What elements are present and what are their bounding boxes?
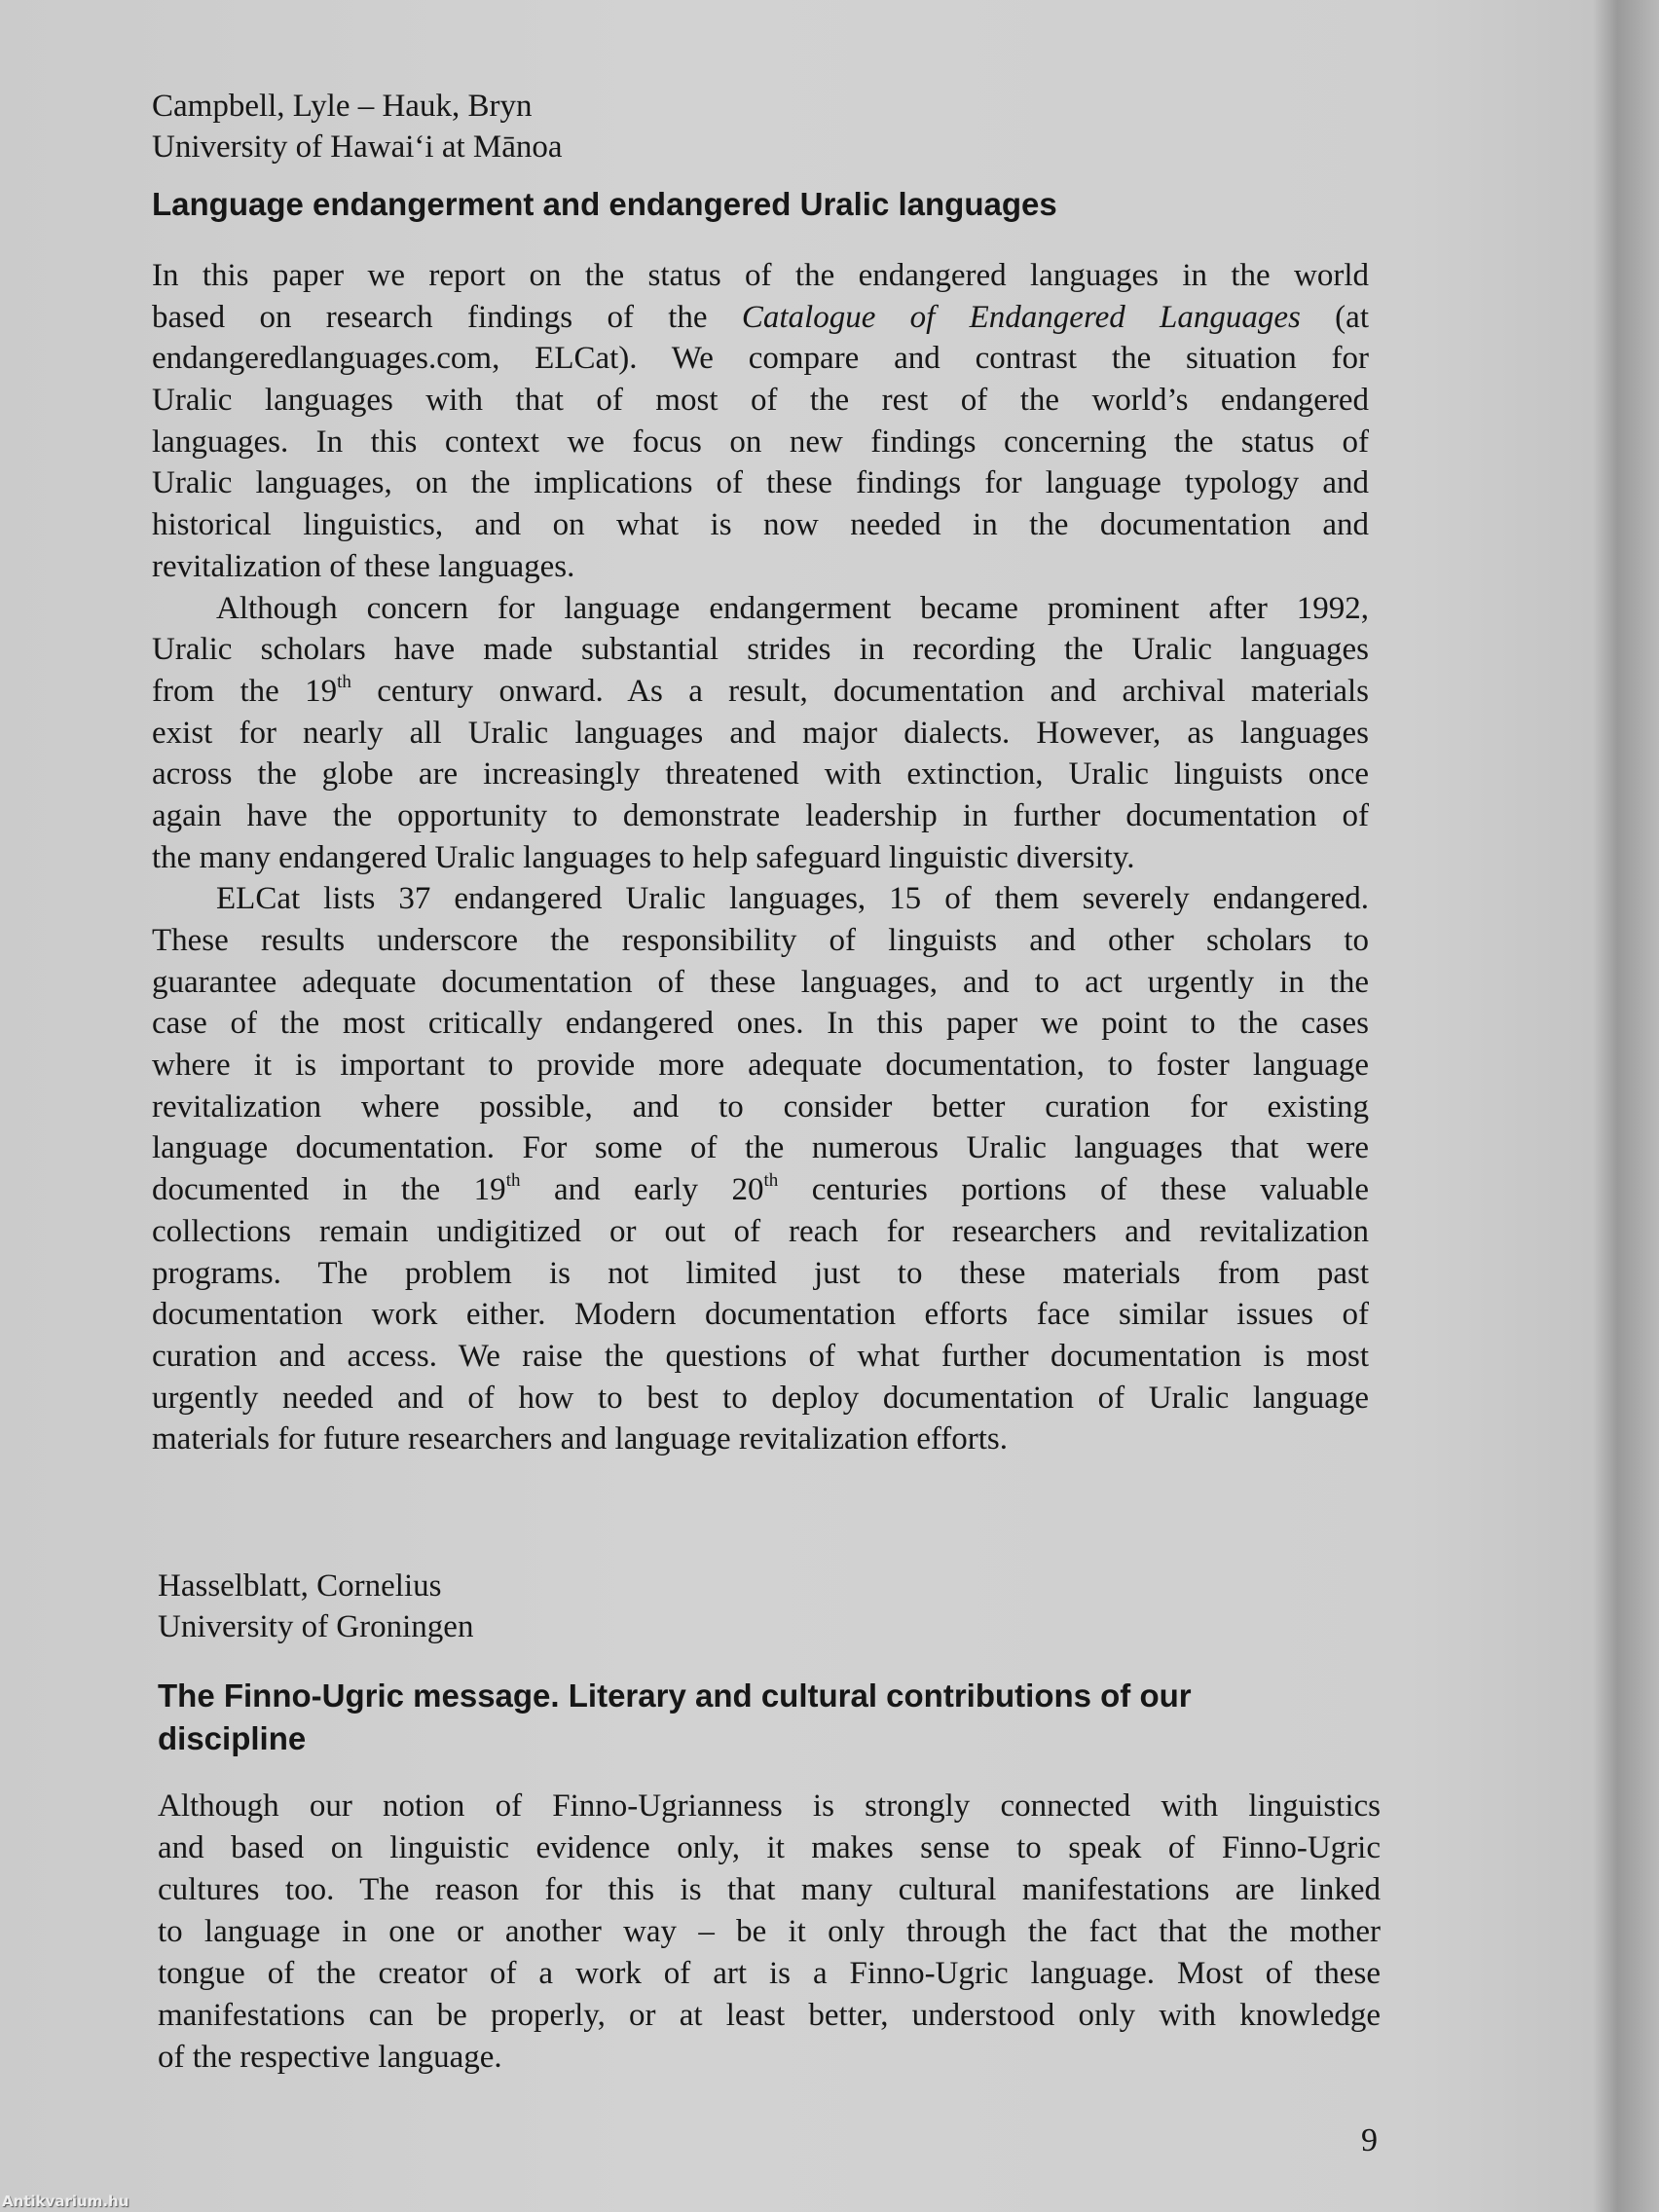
paragraph xyxy=(158,1786,1381,2079)
text-line: documented in the 19th and early 20th centuries portions of these valuable xyxy=(152,1170,1369,1208)
article-body xyxy=(152,255,1369,1460)
article-hasselblatt xyxy=(158,1566,1381,2079)
text-line: historical linguistics, and on what is now needed in the documentation and xyxy=(152,507,1369,543)
text-line: language documentation. For some of the numerous Uralic languages that were xyxy=(152,1130,1369,1166)
article-body xyxy=(158,1786,1381,2079)
text-line: Although concern for language endangerment became prominent after 1992, xyxy=(216,590,1369,626)
watermark-logo: Antikvarium.hu xyxy=(2,2193,129,2210)
paragraph xyxy=(152,588,1369,879)
article-title: Language endangerment and endangered Uralic languages xyxy=(152,186,1057,222)
article-authors: Hasselblatt, Cornelius xyxy=(158,1568,442,1604)
text-line: Uralic languages, on the implications of these findings for language typology and xyxy=(152,465,1369,501)
text-line: Uralic scholars have made substantial strides in recording the Uralic languages xyxy=(152,632,1369,668)
text-line: Although our notion of Finno-Ugrianness is strongly connected with linguistics xyxy=(158,1788,1381,1824)
text-line: of the respective language. xyxy=(158,2040,502,2075)
text-line: tongue of the creator of a work of art is a Finno-Ugric language. Most of these xyxy=(158,1956,1381,1991)
text-line: collections remain undigitized or out of reach for researchers and revitalization xyxy=(152,1213,1369,1249)
text-line: languages. In this context we focus on new findings concerning the status of xyxy=(152,424,1369,460)
text-line: In this paper we report on the status of the endangered languages in the world xyxy=(152,258,1369,293)
text-line: guarantee adequate documentation of these languages, and to act urgently in the xyxy=(152,964,1369,1000)
text-line: the many endangered Uralic languages to help safeguard linguistic diversity. xyxy=(152,839,1135,875)
article-affiliation: University of Groningen xyxy=(158,1609,474,1644)
text-line: and based on linguistic evidence only, it makes sense to speak of Finno-Ugric xyxy=(158,1830,1381,1865)
text-line: across the globe are increasingly threatened with extinction, Uralic linguists once xyxy=(152,756,1369,793)
text-line: endangeredlanguages.com, ELCat). We compare and contrast the situation for xyxy=(152,341,1369,377)
text-line: to language in one or another way – be it only through the fact that the mother xyxy=(158,1914,1381,1949)
text-line: documentation work either. Modern documentation efforts face similar issues of xyxy=(152,1297,1369,1333)
page-number: 9 xyxy=(1361,2122,1378,2158)
text-line: revitalization of these languages. xyxy=(152,548,575,584)
text-line: materials for future researchers and language revitalization efforts. xyxy=(152,1421,1008,1457)
text-line: revitalization where possible, and to consider better curation for existing xyxy=(152,1088,1369,1124)
text-line: programs. The problem is not limited just to these materials from past xyxy=(152,1255,1369,1291)
article-affiliation: University of Hawai‘i at Mānoa xyxy=(152,129,563,165)
paragraph xyxy=(152,255,1369,588)
text-line: exist for nearly all Uralic languages and major dialects. However, as languages xyxy=(152,715,1369,751)
text-line: where it is important to provide more adequate documentation, to foster language xyxy=(152,1048,1369,1084)
text-line: Uralic languages with that of most of the rest of the world’s endangered xyxy=(152,383,1369,419)
article-campbell-hauk xyxy=(152,86,1369,1460)
text-line: ELCat lists 37 endangered Uralic languages, 15 of them severely endangered. xyxy=(216,881,1369,917)
text-line: from the 19th century onward. As a result, documentation and archival materials xyxy=(152,671,1369,709)
text-line: manifestations can be properly, or at least better, understood only with knowledge xyxy=(158,1998,1381,2033)
text-line: cultures too. The reason for this is that many cultural manifestations are linked xyxy=(158,1872,1381,1907)
text-line: These results underscore the responsibility of linguists and other scholars to xyxy=(152,923,1369,958)
article-authors: Campbell, Lyle – Hauk, Bryn xyxy=(152,89,533,124)
text-line: urgently needed and of how to best to deploy documentation of Uralic language xyxy=(152,1380,1369,1416)
text-line: curation and access. We raise the questions of what further documentation is most xyxy=(152,1338,1369,1374)
text-line: based on research findings of the Catalogue of Endangered Languages (at xyxy=(152,299,1369,335)
text-line: case of the most critically endangered ones. In this paper we point to the cases xyxy=(152,1006,1369,1042)
paragraph xyxy=(152,878,1369,1460)
text-line: again have the opportunity to demonstrate leadership in further documentation of xyxy=(152,797,1369,833)
article-title: The Finno-Ugric message. Literary and cultural contributions of our discipline xyxy=(158,1677,1192,1756)
